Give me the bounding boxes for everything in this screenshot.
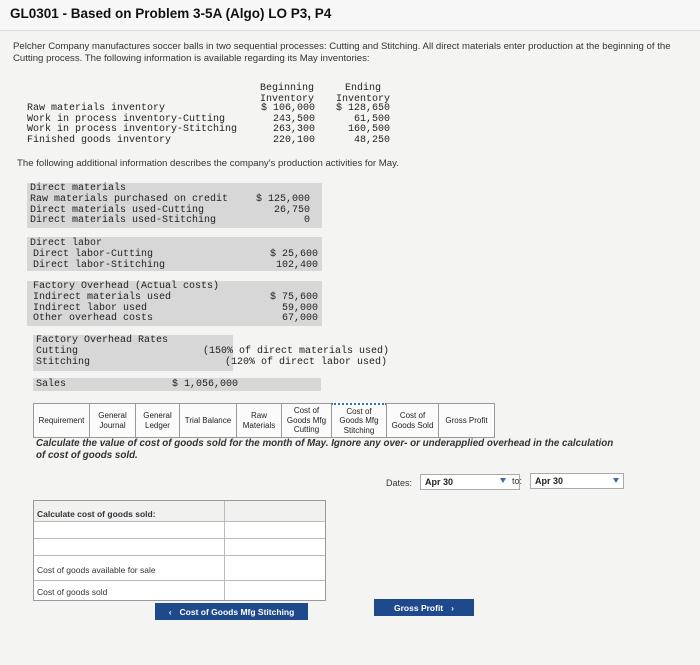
next-tab-label: Gross Profit (394, 602, 444, 613)
inventory-end-value: 61,500 (353, 113, 390, 125)
inventory-end-value: 160,500 (347, 124, 390, 135)
direct-materials-label: Direct materials used-Stitching (30, 215, 217, 226)
instruction-text: Calculate the value of cost of goods sold for the month of May. Ignore any over- or underapplied overhead in the calculation of cost of goods sold. (36, 438, 614, 461)
tab-gross-profit[interactable]: Gross Profit (438, 403, 495, 438)
inventory-row-label: Raw materials inventory (27, 103, 166, 114)
dates-label: Dates: (386, 478, 413, 488)
factory-overhead-heading: Factory Overhead (Actual costs) (33, 281, 220, 292)
direct-materials-heading: Direct materials (30, 183, 127, 194)
factory-overhead-value: 59,000 (281, 302, 318, 314)
next-tab-button[interactable] (374, 599, 474, 616)
cogs-label: Cost of goods sold (37, 587, 108, 597)
chevron-left-icon: ‹ (168, 606, 172, 617)
sales-value: $ 1,056,000 (172, 379, 239, 390)
requirement-tabs (33, 403, 550, 438)
worksheet-row-available[interactable] (34, 556, 325, 581)
overhead-rate-label: Stitching (36, 356, 91, 368)
inventory-col-ending: Ending Inventory (335, 83, 390, 105)
inventory-row-label: Work in process inventory-Cutting (27, 113, 226, 125)
direct-materials-value: $ 125,000 (255, 194, 310, 205)
worksheet-row-empty-2[interactable] (34, 539, 325, 556)
direct-labor-label: Direct labor-Cutting (33, 249, 154, 260)
inventory-row-label: Work in process inventory-Stitching (27, 124, 238, 135)
factory-overhead-label: Indirect labor used (33, 302, 148, 314)
overhead-rate-label: Cutting (36, 346, 79, 357)
tab-raw-materials[interactable]: Raw Materials (236, 403, 282, 438)
inventory-begin-value: $ 106,000 (260, 103, 315, 114)
prev-tab-button[interactable] (155, 603, 308, 620)
inventory-begin-value: 243,500 (272, 113, 315, 125)
factory-overhead-value: 67,000 (281, 313, 318, 324)
problem-intro: Pelcher Company manufactures soccer balls in two sequential processes: Cutting and Stitching. All direct materials enter production at the beginning of the Cutting process. The following information is available regarding its May inventories: (13, 41, 671, 64)
column-divider (224, 501, 225, 600)
factory-overhead-value: $ 75,600 (269, 292, 318, 303)
overhead-rate-value: (150% of direct materials used) (203, 346, 390, 357)
worksheet-row-cogs[interactable] (34, 581, 325, 600)
page-title: GL0301 - Based on Problem 3-5A (Algo) LO P3, P4 (10, 6, 332, 21)
additional-info-text: The following additional information describes the company's production activities for May. (17, 158, 399, 169)
overhead-rates-heading: Factory Overhead Rates (36, 335, 169, 346)
direct-materials-value: 0 (303, 215, 310, 226)
sales-label: Sales (36, 379, 67, 390)
inventory-end-value: 48,250 (353, 134, 390, 146)
tab-general-ledger[interactable]: General Ledger (135, 403, 180, 438)
worksheet-header-row (34, 501, 325, 522)
tab-cogs[interactable]: Cost of Goods Sold (386, 403, 439, 438)
inventory-row-label: Finished goods inventory (27, 134, 172, 146)
prev-tab-label: Cost of Goods Mfg Stitching (179, 606, 295, 617)
direct-materials-label: Raw materials purchased on credit (30, 194, 229, 205)
cogs-worksheet (33, 500, 326, 601)
direct-labor-label: Direct labor-Stitching (33, 259, 166, 271)
chevron-right-icon: › (451, 602, 454, 613)
dates-to-label: to: (512, 476, 523, 486)
direct-labor-value: $ 25,600 (269, 249, 318, 260)
chevron-down-icon[interactable] (500, 478, 506, 483)
date-to-value: Apr 30 (535, 476, 564, 486)
date-to-select[interactable] (530, 473, 624, 489)
worksheet-row-empty-1[interactable] (34, 522, 325, 539)
tab-cogm-cutting[interactable]: Cost of Goods Mfg Cutting (281, 403, 332, 438)
direct-labor-value: 102,400 (275, 259, 318, 271)
direct-labor-heading: Direct labor (30, 238, 103, 249)
date-from-value: Apr 30 (425, 477, 454, 487)
factory-overhead-label: Other overhead costs (33, 313, 154, 324)
overhead-rate-value: (120% of direct labor used) (225, 356, 388, 368)
worksheet-header: Calculate cost of goods sold: (37, 509, 156, 519)
inventory-end-value: $ 128,650 (335, 103, 390, 114)
cost-available-label: Cost of goods available for sale (37, 565, 156, 575)
tab-trial-balance[interactable]: Trial Balance (179, 403, 237, 438)
tab-cogm-stitching[interactable]: Cost of Goods Mfg Stitching (331, 403, 387, 438)
direct-materials-label: Direct materials used-Cutting (30, 204, 205, 216)
inventory-begin-value: 263,300 (272, 124, 315, 135)
inventory-col-beginning: Beginning Inventory (259, 83, 314, 105)
chevron-down-icon[interactable] (613, 478, 619, 483)
inventory-begin-value: 220,100 (272, 134, 315, 146)
direct-materials-value: 26,750 (273, 204, 310, 216)
factory-overhead-label: Indirect materials used (33, 292, 172, 303)
tab-general-journal[interactable]: General Journal (89, 403, 136, 438)
tab-requirement[interactable]: Requirement (33, 403, 90, 438)
